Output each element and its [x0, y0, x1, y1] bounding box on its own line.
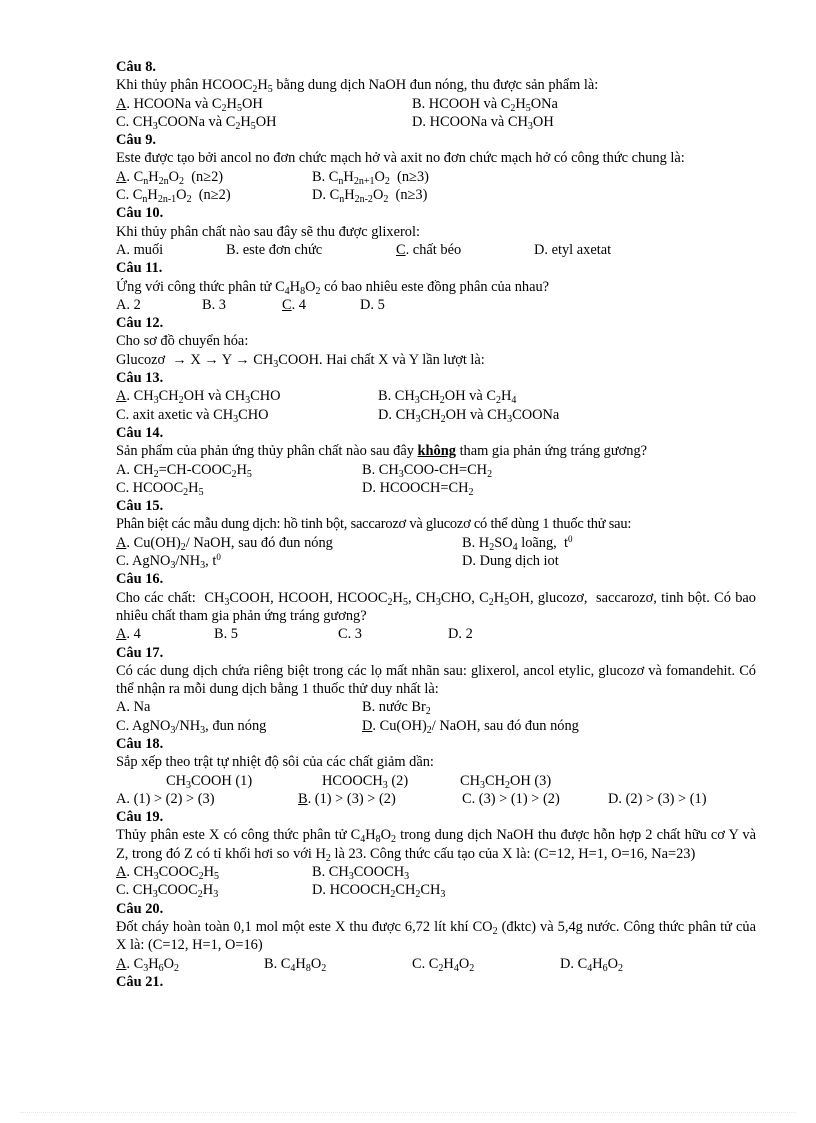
option-b: B. $CH_3CH_2OH$ và $C_2H_4$: [378, 388, 517, 407]
option-c: C. 4: [282, 296, 306, 313]
option-a: A. Na: [116, 699, 151, 716]
option-b: B. nước $Br_2$: [362, 699, 431, 718]
option-a: A. muối: [116, 241, 164, 258]
reaction-scheme: Glucozơ → $X \to Y \to CH_3COOH$. Hai chất X và Y lần lượt là:: [116, 351, 485, 370]
option-b: B. 5: [214, 626, 238, 643]
question-18: [116, 735, 756, 808]
question-stem: Ứng với công thức phân tử $C_4H_8O_2$ có bao nhiêu este đồng phân của nhau?: [116, 278, 550, 297]
question-17: [116, 644, 756, 735]
question-10: [116, 204, 756, 259]
option-a: A. $CH_3COOC_2H_5$: [116, 864, 219, 883]
option-d: D. 5: [360, 296, 385, 313]
option-c: C. $CH_3COOC_2H_3$: [116, 882, 219, 901]
question-8: [116, 58, 756, 131]
option-d: D. etyl axetat: [534, 241, 612, 258]
question-stem: Có các dung dịch chứa riêng biệt trong các lọ mất nhãn sau: glixerol, ancol etylic, glucozơ và fomandehit. Có thể nhận ra mỗi dung dịch bằng 1 thuốc thử duy nhất là:: [116, 662, 756, 698]
question-14: [116, 424, 756, 497]
question-stem: Khi thủy phân $HCOOC_2H_5$ bằng dung dịch NaOH đun nóng, thu được sản phẩm là:: [116, 77, 599, 96]
option-d: D. 2: [448, 626, 473, 643]
option-d: D. $Cu(OH)_2/$ NaOH, sau đó đun nóng: [362, 717, 579, 736]
option-a: A. $C_3H_6O_2$: [116, 955, 180, 974]
question-label: Câu 20.: [116, 900, 164, 917]
option-c: C. $CH_3COONa$ và $C_2H_5OH$: [116, 113, 277, 132]
option-b: B. (1) > (3) > (2): [298, 790, 396, 807]
question-20: [116, 900, 756, 973]
question-19: [116, 808, 756, 899]
question-label: Câu 10.: [116, 205, 164, 222]
question-label: Câu 13.: [116, 370, 164, 387]
question-15: [116, 497, 756, 570]
option-a: A. HCOONa và $C_2H_5OH$: [116, 95, 263, 114]
question-label: Câu 19.: [116, 809, 164, 826]
option-b: B. HCOOH và $C_2H_5ONa$: [412, 95, 558, 114]
option-d: D. (2) > (3) > (1): [608, 790, 707, 807]
question-16: [116, 570, 756, 643]
option-d: D. Dung dịch iot: [462, 553, 559, 570]
option-d: D. HCOONa và $CH_3OH$: [412, 113, 554, 132]
compound-2: $HCOOCH_3$ (2): [322, 772, 409, 791]
option-d: D. $HCOOCH_2CH_2CH_3$: [312, 882, 446, 901]
option-b: B. $CH_3COO-CH=CH_2$: [362, 461, 493, 480]
option-b: B. $CH_3COOCH_3$: [312, 864, 410, 883]
compound-1: $CH_3COOH$ (1): [166, 772, 253, 791]
emphasis-khong: không: [417, 443, 456, 460]
option-c: C. chất béo: [396, 241, 462, 258]
option-d: D. $C_4H_6O_2$: [560, 955, 623, 974]
option-b: B. 3: [202, 296, 226, 313]
question-label: Câu 18.: [116, 735, 164, 752]
question-21: [116, 973, 756, 991]
question-13: [116, 369, 756, 424]
option-b: B. este đơn chức: [226, 241, 323, 258]
option-a: A. 2: [116, 296, 141, 313]
option-b: B. $H_2SO_4$ loãng, $t^0$: [462, 533, 573, 553]
question-label: Câu 9.: [116, 132, 156, 149]
option-d: D. $C_nH_{2n-2}O_2$ (n≥3): [312, 187, 428, 206]
page-bottom-divider: [20, 1112, 796, 1113]
question-stem: Sắp xếp theo trật tự nhiệt độ sôi của các chất giảm dần:: [116, 754, 434, 771]
question-stem: Khi thủy phân chất nào sau đây sẽ thu được glixerol:: [116, 223, 420, 240]
option-d: D. $CH_3CH_2OH$ và $CH_3COONa$: [378, 406, 560, 425]
question-label: Câu 8.: [116, 59, 156, 75]
option-c: C. $C_2H_4O_2$: [412, 955, 475, 974]
option-c: C. axit axetic và $CH_3CHO$: [116, 406, 269, 425]
question-label: Câu 14.: [116, 424, 164, 441]
question-stem: Este được tạo bởi ancol no đơn chức mạch hở và axit no đơn chức mạch hở có công thức chung là:: [116, 150, 685, 167]
question-label: Câu 11.: [116, 260, 163, 277]
question-label: Câu 21.: [116, 973, 164, 990]
question-label: Câu 15.: [116, 498, 164, 515]
compound-3: $CH_3CH_2OH$ (3): [460, 772, 552, 791]
question-11: [116, 259, 756, 314]
option-c: C. 3: [338, 626, 362, 643]
exam-document: [116, 58, 756, 991]
option-c: C. $HCOOC_2H_5$: [116, 479, 204, 498]
option-c: C. $AgNO_3/NH_3$, $t^0$: [116, 552, 221, 572]
option-c: C. $AgNO_3/NH_3$, đun nóng: [116, 717, 267, 736]
option-c: C. (3) > (1) > (2): [462, 790, 560, 807]
question-stem: Thủy phân este X có công thức phân tử $C_4H_8O_2$ trong dung dịch NaOH thu được hỗn hợp 2 chất hữu cơ Y và Z, trong đó Z có tỉ khối hơi so với $H_2$ là 23. Công thức cấu tạo của X là: (C=12, H=1, O=16, Na=23): [116, 827, 756, 864]
option-a: A. $CH_2=CH-COOC_2H_5$: [116, 461, 252, 480]
question-label: Câu 17.: [116, 644, 164, 661]
option-a: A. $Cu(OH)_2/$ NaOH, sau đó đun nóng: [116, 534, 333, 553]
option-b: B. $C_nH_{2n+1}O_2$ (n≥3): [312, 168, 429, 187]
question-stem: Sản phẩm của phản ứng thủy phân chất nào sau đây không tham gia phản ứng tráng gương?: [116, 443, 648, 460]
question-stem: Cho sơ đồ chuyển hóa:: [116, 333, 249, 350]
question-12: [116, 314, 756, 369]
question-stem: Phân biệt các mẫu dung dịch: hồ tinh bột, saccarozơ và glucozơ có thể dùng 1 thuốc thử sau:: [116, 516, 632, 533]
question-label: Câu 16.: [116, 571, 164, 588]
question-stem: Đốt cháy hoàn toàn 0,1 mol một este X thu được 6,72 lít khí $CO_2$ (đktc) và 5,4g nước. Công thức phân tử của X là: (C=12, H=1, O=16): [116, 918, 756, 954]
option-b: B. $C_4H_8O_2$: [264, 955, 327, 974]
option-a: A. $C_nH_{2n}O_2$ (n≥2): [116, 168, 224, 187]
option-a: A. 4: [116, 626, 141, 643]
option-a: A. $CH_3CH_2OH$ và $CH_3CHO$: [116, 388, 281, 407]
question-label: Câu 12.: [116, 315, 164, 332]
question-stem: Cho các chất: $CH_3COOH$, HCOOH, $HCOOC_2H_5$, $CH_3CHO$, $C_2H_5OH$, glucozơ, saccarozơ, tinh bột. Có bao nhiêu chất tham gia phản ứng tráng gương?: [116, 589, 756, 624]
option-c: C. $C_nH_{2n-1}O_2$ (n≥2): [116, 187, 231, 206]
option-d: D. $HCOOCH=CH_2$: [362, 479, 474, 498]
option-a: A. (1) > (2) > (3): [116, 790, 215, 807]
question-9: [116, 131, 756, 204]
